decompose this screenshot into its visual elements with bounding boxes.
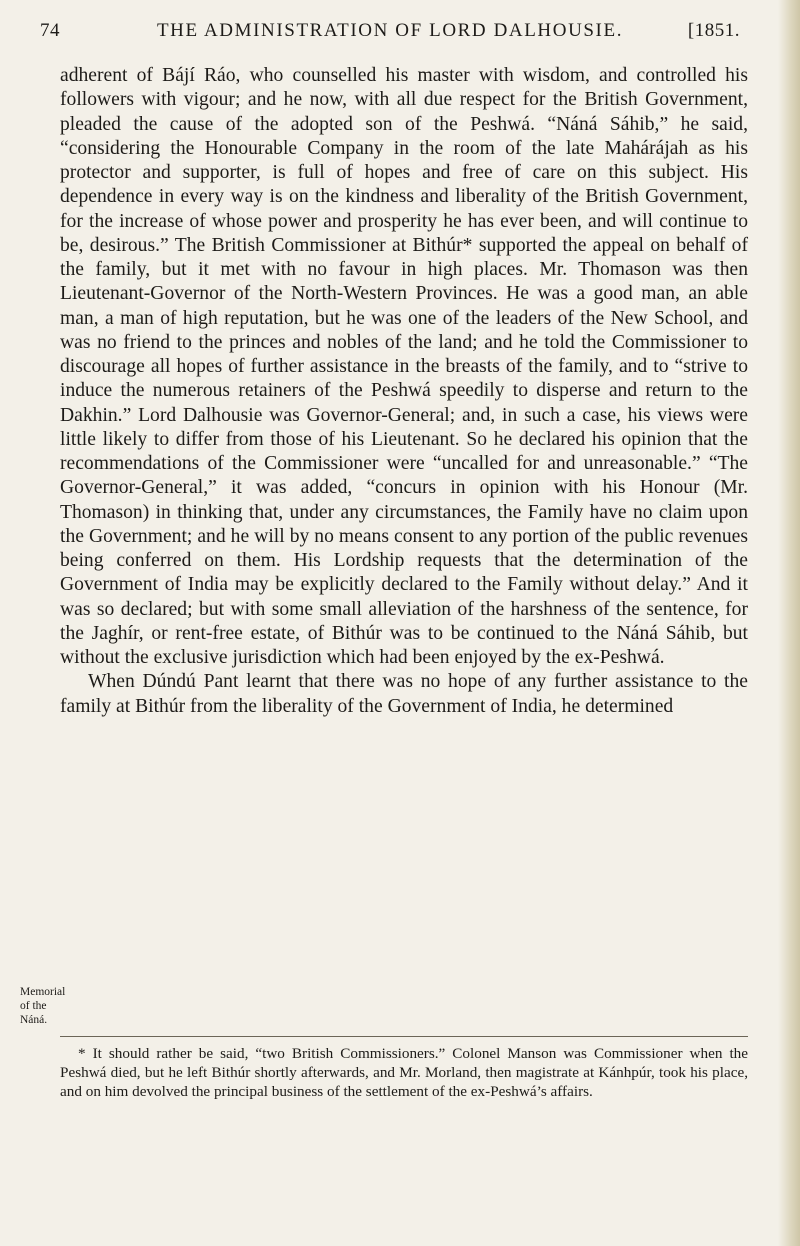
running-title: THE ADMINISTRATION OF LORD DALHOUSIE. (156, 20, 624, 41)
footnote (60, 1044, 748, 1101)
running-header (40, 20, 740, 54)
footnote-text: * It should rather be said, “two British Commissioners.” Colonel Manson was Commissioner when the Peshwá died, but he left Bithúr shortly afterwards, and Mr. Morland, then magistrate at Kánhpúr, took his place, and on him devolved the principal business of the settlement of the ex-Peshwá’s affairs. (60, 1045, 748, 1100)
paragraph-2: When Dúndú Pant learnt that there was no hope of any further assistance to the family at Bithúr from the liberality of the Government of India, he determined (60, 671, 748, 717)
marginal-note: Memorial of the Náná. (20, 986, 66, 1026)
page-number: 74 (40, 20, 60, 41)
paragraph-1: adherent of Bájí Ráo, who counselled his master with wisdom, and controlled his followers with vigour; and he now, with all due respect for the British Government, pleaded the cause of the adopted son of the Peshwá. “Náná Sáhib,” he said, “considering the Honourable Company in the room of the late Mahárájah as his protector and supporter, is full of hopes and free of care on this subject. His dependence in every way is on the kindness and liberality of the British Government, for the increase of whose power and prosperity he has ever been, and will continue to be, desirous.” The British Commissioner at Bithúr* supported the appeal on behalf of the family, but it met with no favour in high places. Mr. Thomason was then Lieutenant-Governor of the North-Western Provinces. He was a good man, an able man, a man of high reputation, but he was one of the leaders of the New School, and was no friend to the princes and nobles of the land; and he told the Commissioner to discourage all hopes of further assistance in the breasts of the family, and to “strive to induce the numerous retainers of the Peshwá speedily to disperse and return to the Dakhin.” Lord Dalhousie was Governor-General; and, in such a case, his views were little likely to differ from those of his Lieutenant. So he declared his opinion that the recommendations of the Commissioner were “uncalled for and unreasonable.” “The Governor-General,” it was added, “concurs in opinion with his Honour (Mr. Thomason) in thinking that, under any circumstances, the Family have no claim upon the Government; and he will by no means consent to any portion of the public revenues being conferred on them. His Lordship requests that the determination of the Government of India may be explicitly declared to the Family without delay.” And it was so declared; but with some small alleviation of the harshness of the sentence, for the Jaghír, or rent-free estate, of Bithúr was to be continued to the Náná Sáhib, but without the exclusive jurisdiction which had been enjoyed by the ex-Peshwá. (60, 65, 748, 668)
main-text (60, 64, 748, 719)
year-marker: [1851. (687, 20, 740, 41)
footnote-divider (60, 1036, 748, 1037)
page-edge-shadow (778, 0, 800, 1246)
